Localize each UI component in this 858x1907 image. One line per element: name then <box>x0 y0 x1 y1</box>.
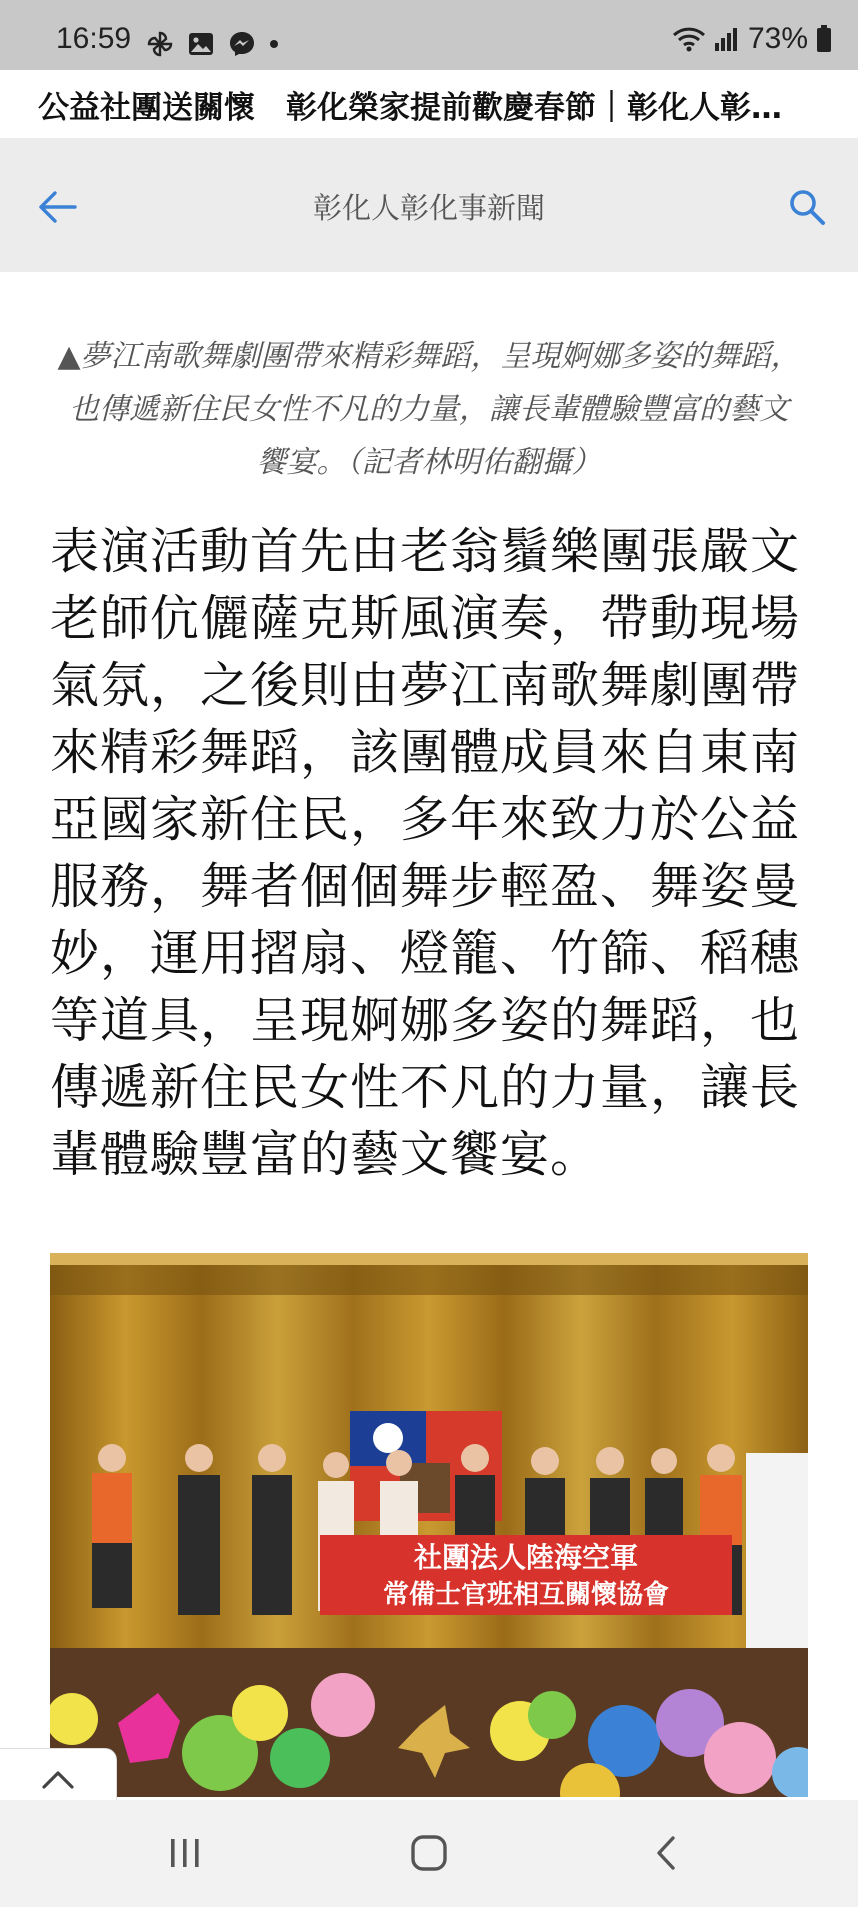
home-icon <box>410 1834 448 1872</box>
event-photo-illustration <box>50 1253 808 1797</box>
search-button[interactable] <box>780 180 834 234</box>
status-time: 16:59 <box>56 22 132 55</box>
messenger-icon <box>228 30 256 58</box>
banner-line-2: 常備士官班相互關懷協會 <box>382 1580 670 1610</box>
image-caption: ▲夢江南歌舞劇團帶來精彩舞蹈，呈現婀娜多姿的舞蹈，也傳遞新住民女性不凡的力量，讓長輩體驗豐富的藝文饗宴。（記者林明佑翻攝） <box>57 339 801 480</box>
home-button[interactable] <box>389 1822 469 1884</box>
site-title: 彰化人彰化事新聞 <box>312 191 545 225</box>
battery-percent: 73% <box>747 22 808 55</box>
recents-icon <box>167 1836 203 1870</box>
image-icon <box>188 31 214 57</box>
status-bar <box>0 0 858 70</box>
battery-icon <box>816 25 832 53</box>
app-bar <box>0 138 858 272</box>
wifi-icon <box>672 26 706 52</box>
nav-back-button[interactable] <box>626 1822 706 1884</box>
page-title: 公益社團送關懷 彰化榮家提前歡慶春節｜彰化人彰… <box>38 90 782 126</box>
article-photo <box>50 1253 808 1797</box>
pinwheel-icon <box>146 30 174 58</box>
page-title-bar <box>0 70 858 138</box>
search-icon <box>787 187 827 227</box>
chevron-left-icon <box>654 1835 678 1871</box>
article-paragraph: 表演活動首先由老翁鬚樂團張嚴文老師伉儷薩克斯風演奏，帶動現場氣氛，之後則由夢江南歌舞劇團帶來精彩舞蹈，該團體成員來自東南亞國家新住民，多年來致力於公益服務，舞者個個舞步輕盈、舞姿曼妙，運用摺扇、燈籠、竹篩、稻穗等道具，呈現婀娜多姿的舞蹈，也傳遞新住民女性不凡的力量，讓長輩體驗豐富的藝文饗宴。 <box>50 523 801 1183</box>
banner-line-1: 社團法人陸海空軍 <box>413 1541 639 1574</box>
dot-icon <box>270 40 278 48</box>
notification-icons <box>146 30 278 58</box>
signal-icon <box>714 27 740 51</box>
recents-button[interactable] <box>145 1822 225 1884</box>
status-right <box>672 22 832 56</box>
chevron-up-icon <box>41 1768 75 1790</box>
system-nav-bar <box>0 1800 858 1907</box>
